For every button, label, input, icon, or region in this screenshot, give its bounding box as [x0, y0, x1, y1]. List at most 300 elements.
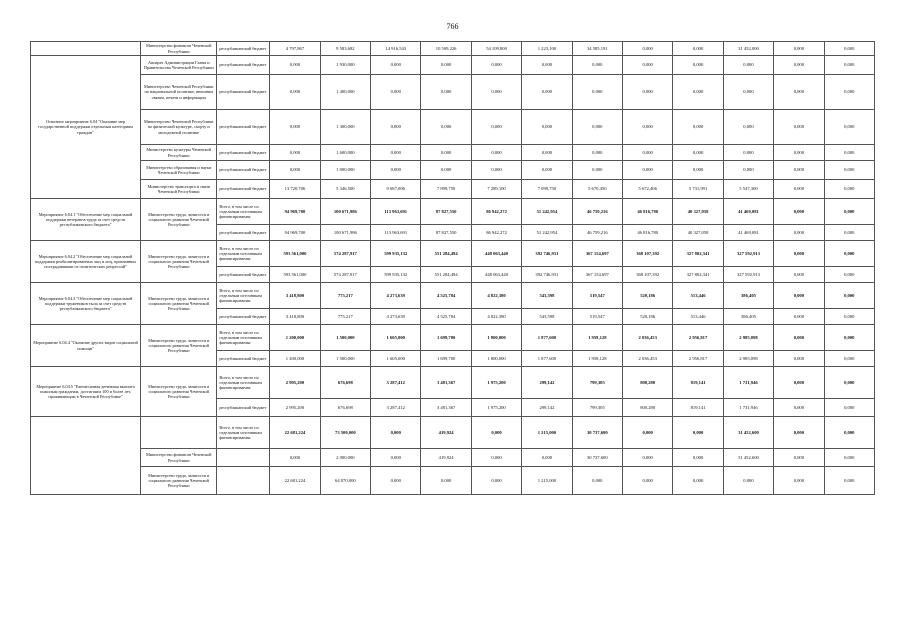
amount-cell: 513,446: [673, 309, 723, 325]
amount-cell: 0,000: [623, 42, 673, 56]
amount-cell: 2 956,817: [673, 351, 723, 367]
amount-cell: 0,000: [824, 145, 874, 161]
amount-cell: 86 942,272: [471, 225, 521, 241]
table-row: [31, 367, 875, 399]
funding-source-cell: Всего, в том числе по отдельным источникам финансирования:: [217, 367, 270, 399]
amount-cell: 0,000: [824, 75, 874, 110]
amount-cell: 0,000: [421, 56, 471, 75]
amount-cell: 0,000: [270, 161, 320, 180]
amount-cell: 3 481,367: [421, 367, 471, 399]
amount-cell: 0,000: [371, 75, 421, 110]
amount-cell: 0,000: [774, 161, 824, 180]
amount-cell: 0,000: [623, 161, 673, 180]
table-row: [31, 417, 875, 449]
amount-cell: 1 731,946: [723, 367, 773, 399]
funding-source-cell: республиканский бюджет: [217, 267, 270, 283]
amount-cell: 22 681,224: [270, 467, 320, 495]
amount-cell: 0,000: [471, 145, 521, 161]
amount-cell: 799,305: [572, 367, 622, 399]
amount-cell: 513,446: [673, 283, 723, 309]
amount-cell: 599 935,132: [371, 241, 421, 267]
amount-cell: 1 500,000: [320, 351, 370, 367]
table-row: [31, 283, 875, 309]
amount-cell: 3 418,800: [270, 309, 320, 325]
amount-cell: 30 737,600: [572, 417, 622, 449]
amount-cell: 392 746,931: [522, 241, 572, 267]
activity-name-cell: Мероприятие 6.04.1 "Обеспечение мер социальной поддержки ветеранов труда за счет средств республиканского бюджета": [31, 199, 141, 241]
amount-cell: 1 975,200: [471, 399, 521, 417]
amount-cell: 0,000: [371, 145, 421, 161]
amount-cell: 9 583,682: [320, 42, 370, 56]
amount-cell: 519,547: [572, 309, 622, 325]
funding-source-cell: Всего, в том числе по отдельным источникам финансирования:: [217, 199, 270, 225]
amount-cell: 0,000: [673, 110, 723, 145]
amount-cell: 551 284,494: [421, 241, 471, 267]
amount-cell: 0,000: [623, 110, 673, 145]
amount-cell: 0,000: [824, 199, 874, 225]
amount-cell: 0,000: [723, 467, 773, 495]
amount-cell: 0,000: [471, 417, 521, 449]
amount-cell: 40 327,058: [673, 225, 723, 241]
amount-cell: 0,000: [522, 449, 572, 467]
amount-cell: 0,000: [774, 145, 824, 161]
amount-cell: 0,000: [824, 449, 874, 467]
funding-source-cell: республиканский бюджет: [217, 42, 270, 56]
amount-cell: 1 500,000: [320, 325, 370, 351]
funding-source-cell: Всего, в том числе по отдельным источникам финансирования:: [217, 283, 270, 309]
funding-source-cell: Всего, в том числе по отдельным источникам финансирования:: [217, 241, 270, 267]
amount-cell: 1 223,100: [522, 42, 572, 56]
amount-cell: 2 036,453: [623, 351, 673, 367]
amount-cell: 0,000: [623, 417, 673, 449]
amount-cell: 799,305: [572, 399, 622, 417]
amount-cell: 0,000: [824, 417, 874, 449]
executor-cell: Министерство культуры Чеченской Республики: [141, 145, 217, 161]
amount-cell: 800,280: [623, 367, 673, 399]
funding-source-cell: Всего, в том числе по отдельным источникам финансирования:: [217, 325, 270, 351]
amount-cell: 5 731,991: [673, 180, 723, 199]
amount-cell: 113 963,691: [371, 225, 421, 241]
amount-cell: 0,000: [824, 351, 874, 367]
amount-cell: 0,000: [270, 145, 320, 161]
amount-cell: 100 671,986: [320, 199, 370, 225]
amount-cell: 0,000: [270, 56, 320, 75]
amount-cell: 819,141: [673, 367, 723, 399]
amount-cell: 0,000: [824, 42, 874, 56]
amount-cell: 0,000: [572, 56, 622, 75]
amount-cell: 0,000: [371, 417, 421, 449]
amount-cell: 0,000: [673, 145, 723, 161]
funding-source-cell: республиканский бюджет: [217, 110, 270, 145]
amount-cell: 0,000: [723, 161, 773, 180]
amount-cell: 0,000: [774, 309, 824, 325]
amount-cell: 0,000: [824, 180, 874, 199]
amount-cell: 0,000: [623, 75, 673, 110]
amount-cell: 0,000: [774, 367, 824, 399]
amount-cell: 1 930,000: [320, 56, 370, 75]
amount-cell: 0,000: [623, 449, 673, 467]
executor-cell: Министерство труда, занятости и социального развития Чеченской Республики: [141, 467, 217, 495]
amount-cell: 0,000: [421, 161, 471, 180]
activity-name-cell: Мероприятие 6.04.5 "Ежемесячная денежная выплата пожилым гражданам, достигшим 100 и более лет, проживающим в Чеченской Республике": [31, 367, 141, 417]
funding-source-cell: [217, 467, 270, 495]
amount-cell: 0,000: [723, 56, 773, 75]
amount-cell: 327 802,341: [673, 267, 723, 283]
amount-cell: 2 985,098: [723, 325, 773, 351]
amount-cell: 0,000: [572, 145, 622, 161]
amount-cell: 551 284,494: [421, 267, 471, 283]
amount-cell: 5 670,450: [572, 180, 622, 199]
amount-cell: 41 469,081: [723, 199, 773, 225]
amount-cell: 1 877,600: [522, 351, 572, 367]
amount-cell: 0,000: [371, 161, 421, 180]
amount-cell: 0,000: [774, 449, 824, 467]
executor-cell: Министерство труда, занятости и социального развития Чеченской Республики: [141, 367, 217, 417]
amount-cell: 3 481,367: [421, 399, 471, 417]
amount-cell: 1 400,000: [320, 75, 370, 110]
table-row: [31, 42, 875, 56]
amount-cell: 2 985,098: [723, 351, 773, 367]
amount-cell: 593 561,000: [270, 241, 320, 267]
amount-cell: 299,142: [522, 367, 572, 399]
funding-source-cell: республиканский бюджет: [217, 399, 270, 417]
amount-cell: 327 592,913: [723, 241, 773, 267]
amount-cell: 1 600,000: [320, 145, 370, 161]
amount-cell: 5 672,406: [623, 180, 673, 199]
amount-cell: 327 592,913: [723, 267, 773, 283]
amount-cell: 1 200,000: [270, 325, 320, 351]
amount-cell: 0,000: [471, 449, 521, 467]
page-number: 766: [446, 22, 459, 31]
amount-cell: 0,000: [774, 283, 824, 309]
amount-cell: 0,000: [522, 145, 572, 161]
amount-cell: 448 063,440: [471, 241, 521, 267]
amount-cell: 2 995,200: [270, 399, 320, 417]
amount-cell: 46 816,780: [623, 199, 673, 225]
amount-cell: 30 737,600: [572, 449, 622, 467]
funding-source-cell: республиканский бюджет: [217, 351, 270, 367]
amount-cell: 2 000,000: [320, 449, 370, 467]
amount-cell: 0,000: [623, 145, 673, 161]
amount-cell: 0,000: [673, 56, 723, 75]
amount-cell: 7 289,100: [471, 180, 521, 199]
amount-cell: 0,000: [673, 75, 723, 110]
amount-cell: 392 746,931: [522, 267, 572, 283]
executor-cell: Министерство финансов Чеченской Республики: [141, 42, 217, 56]
executor-cell: [141, 417, 217, 449]
amount-cell: 299,142: [522, 399, 572, 417]
amount-cell: 0,000: [673, 42, 723, 56]
amount-cell: 4 525,784: [421, 309, 471, 325]
funding-source-cell: республиканский бюджет: [217, 75, 270, 110]
funding-source-cell: республиканский бюджет: [217, 180, 270, 199]
funding-source-cell: республиканский бюджет: [217, 56, 270, 75]
table-row: [31, 161, 875, 180]
amount-cell: 87 827,550: [421, 225, 471, 241]
amount-cell: 1 958,128: [572, 325, 622, 351]
amount-cell: 2 995,200: [270, 367, 320, 399]
table-row: [31, 110, 875, 145]
amount-cell: 87 827,550: [421, 199, 471, 225]
activity-name-cell: Мероприятие 6.04.4 "Оказание других видов социальной помощи": [31, 325, 141, 367]
funding-source-cell: [217, 449, 270, 467]
amount-cell: 7 099,750: [522, 180, 572, 199]
amount-cell: 0,000: [572, 467, 622, 495]
amount-cell: 4 797,867: [270, 42, 320, 56]
amount-cell: 0,000: [421, 467, 471, 495]
amount-cell: 0,000: [824, 161, 874, 180]
table-row: [31, 467, 875, 495]
amount-cell: 1 215,000: [522, 467, 572, 495]
amount-cell: 3 418,800: [270, 283, 320, 309]
funding-source-cell: Всего, в том числе по отдельным источникам финансирования:: [217, 417, 270, 449]
amount-cell: 1 215,000: [522, 417, 572, 449]
amount-cell: 0,000: [824, 110, 874, 145]
amount-cell: 0,000: [824, 467, 874, 495]
amount-cell: 0,000: [723, 75, 773, 110]
executor-cell: Министерство Чеченской Республики по физической культуре, спорту и молодежной политике: [141, 110, 217, 145]
executor-cell: Министерство труда, занятости и социального развития Чеченской Республики: [141, 283, 217, 325]
amount-cell: 100 671,986: [320, 225, 370, 241]
amount-cell: 800,280: [623, 399, 673, 417]
executor-cell: Аппарат Администрации Главы и Правительства Чеченской Республики: [141, 56, 217, 75]
amount-cell: 0,000: [774, 225, 824, 241]
amount-cell: 22 681,224: [270, 417, 320, 449]
amount-cell: 9 687,006: [371, 180, 421, 199]
amount-cell: 40 327,058: [673, 199, 723, 225]
executor-cell: Министерство транспорта и связи Чеченской Республики: [141, 180, 217, 199]
amount-cell: 0,000: [572, 110, 622, 145]
amount-cell: 367 154,697: [572, 267, 622, 283]
amount-cell: 0,000: [673, 467, 723, 495]
amount-cell: 1 699,700: [421, 351, 471, 367]
amount-cell: 0,000: [371, 56, 421, 75]
amount-cell: 676,698: [320, 367, 370, 399]
activity-name-cell: Мероприятие 6.04.2 "Обеспечение мер социальной поддержки реабилитированных лиц и лиц, признанных пострадавшими от политических репрессий": [31, 241, 141, 283]
amount-cell: 0,000: [522, 75, 572, 110]
amount-cell: 31 452,600: [723, 417, 773, 449]
amount-cell: 0,000: [824, 241, 874, 267]
amount-cell: 4 822,380: [471, 309, 521, 325]
amount-cell: 4 525,784: [421, 283, 471, 309]
amount-cell: 386,405: [723, 309, 773, 325]
amount-cell: 574 287,917: [320, 241, 370, 267]
amount-cell: 64 070,000: [320, 467, 370, 495]
amount-cell: 94 969,700: [270, 225, 320, 241]
amount-cell: 5 547,300: [723, 180, 773, 199]
amount-cell: 2 036,453: [623, 325, 673, 351]
amount-cell: 775,217: [320, 283, 370, 309]
amount-cell: 5 346,500: [320, 180, 370, 199]
amount-cell: 367 154,697: [572, 241, 622, 267]
amount-cell: 0,000: [471, 75, 521, 110]
amount-cell: 0,000: [522, 161, 572, 180]
table-row: [31, 199, 875, 225]
amount-cell: 593 561,000: [270, 267, 320, 283]
activity-name-cell: Мероприятие 6.04.3 "Обеспечение мер социальной поддержки тружеников тыла за счет средств республиканского бюджета": [31, 283, 141, 325]
amount-cell: 54 109,800: [471, 42, 521, 56]
table-row: [31, 75, 875, 110]
budget-table: [30, 41, 875, 495]
amount-cell: 0,000: [824, 367, 874, 399]
amount-cell: 41 469,081: [723, 225, 773, 241]
amount-cell: 113 963,691: [371, 199, 421, 225]
amount-cell: 0,000: [572, 75, 622, 110]
amount-cell: 0,000: [421, 110, 471, 145]
executor-cell: Министерство финансов Чеченской Республики: [141, 449, 217, 467]
amount-cell: 0,000: [673, 417, 723, 449]
amount-cell: 1 975,200: [471, 367, 521, 399]
amount-cell: 419,924: [421, 449, 471, 467]
amount-cell: 0,000: [471, 467, 521, 495]
funding-source-cell: республиканский бюджет: [217, 309, 270, 325]
amount-cell: 448 063,440: [471, 267, 521, 283]
amount-cell: 0,000: [270, 449, 320, 467]
amount-cell: 599 935,132: [371, 267, 421, 283]
amount-cell: 0,000: [421, 75, 471, 110]
amount-cell: 0,000: [774, 75, 824, 110]
executor-cell: Министерство труда, занятости и социального развития Чеченской Республики: [141, 325, 217, 367]
amount-cell: 0,000: [774, 56, 824, 75]
amount-cell: 0,000: [673, 161, 723, 180]
amount-cell: 0,000: [824, 267, 874, 283]
amount-cell: 1 605,000: [371, 325, 421, 351]
amount-cell: 10 509,226: [421, 42, 471, 56]
amount-cell: 94 969,700: [270, 199, 320, 225]
amount-cell: 46 759,216: [572, 225, 622, 241]
amount-cell: 520,186: [623, 309, 673, 325]
executor-cell: Министерство Чеченской Республики по национальной политике, внешним связям, печати и информации: [141, 75, 217, 110]
amount-cell: 543,598: [522, 309, 572, 325]
amount-cell: 0,000: [572, 161, 622, 180]
amount-cell: 2 956,817: [673, 325, 723, 351]
funding-source-cell: республиканский бюджет: [217, 161, 270, 180]
amount-cell: 0,000: [824, 56, 874, 75]
amount-cell: 13 720,706: [270, 180, 320, 199]
amount-cell: 0,000: [522, 110, 572, 145]
amount-cell: 86 942,272: [471, 199, 521, 225]
amount-cell: 0,000: [673, 449, 723, 467]
amount-cell: 0,000: [774, 417, 824, 449]
amount-cell: 0,000: [774, 267, 824, 283]
amount-cell: 0,000: [623, 467, 673, 495]
amount-cell: 0,000: [774, 351, 824, 367]
amount-cell: 0,000: [471, 56, 521, 75]
activity-name-cell: Основное мероприятие 6.04 "Оказание мер государственной поддержки отдельным категориям граждан": [31, 56, 141, 199]
amount-cell: 1 877,600: [522, 325, 572, 351]
amount-cell: 368 107,392: [623, 267, 673, 283]
amount-cell: 0,000: [421, 145, 471, 161]
amount-cell: 0,000: [774, 241, 824, 267]
amount-cell: 4 273,639: [371, 283, 421, 309]
executor-cell: Министерство образования и науки Чеченской Республики: [141, 161, 217, 180]
table-row: [31, 449, 875, 467]
amount-cell: 0,000: [522, 56, 572, 75]
amount-cell: 1 605,000: [371, 351, 421, 367]
amount-cell: 4 273,639: [371, 309, 421, 325]
amount-cell: 73 500,000: [320, 417, 370, 449]
amount-cell: 0,000: [623, 56, 673, 75]
amount-cell: 0,000: [774, 325, 824, 351]
amount-cell: 3 287,412: [371, 367, 421, 399]
amount-cell: 0,000: [824, 283, 874, 309]
funding-source-cell: республиканский бюджет: [217, 225, 270, 241]
amount-cell: 0,000: [824, 399, 874, 417]
amount-cell: 0,000: [774, 199, 824, 225]
amount-cell: 1 699,700: [421, 325, 471, 351]
activity-name-cell: [31, 417, 141, 495]
amount-cell: 520,186: [623, 283, 673, 309]
executor-cell: Министерство труда, занятости и социального развития Чеченской Республики: [141, 199, 217, 241]
amount-cell: 0,000: [774, 42, 824, 56]
amount-cell: 0,000: [371, 449, 421, 467]
amount-cell: 0,000: [774, 399, 824, 417]
table-body: [31, 42, 875, 495]
amount-cell: 775,217: [320, 309, 370, 325]
amount-cell: 574 287,917: [320, 267, 370, 283]
amount-cell: 31 452,000: [723, 42, 773, 56]
amount-cell: 819,141: [673, 399, 723, 417]
amount-cell: 1 000,000: [320, 161, 370, 180]
amount-cell: 46 816,780: [623, 225, 673, 241]
amount-cell: 1 200,000: [270, 351, 320, 367]
amount-cell: 386,405: [723, 283, 773, 309]
amount-cell: 327 802,341: [673, 241, 723, 267]
amount-cell: 7 899,750: [421, 180, 471, 199]
amount-cell: 1 800,000: [471, 351, 521, 367]
amount-cell: 419,924: [421, 417, 471, 449]
amount-cell: 14 916,543: [371, 42, 421, 56]
activity-name-cell: [31, 42, 141, 56]
executor-cell: Министерство труда, занятости и социального развития Чеченской Республики: [141, 241, 217, 283]
table-row: [31, 56, 875, 75]
amount-cell: 0,000: [824, 225, 874, 241]
amount-cell: 0,000: [723, 145, 773, 161]
amount-cell: 0,000: [371, 467, 421, 495]
amount-cell: 0,000: [270, 75, 320, 110]
table-row: [31, 325, 875, 351]
amount-cell: 51 242,954: [522, 225, 572, 241]
amount-cell: 3 287,412: [371, 399, 421, 417]
amount-cell: 0,000: [774, 110, 824, 145]
amount-cell: 543,598: [522, 283, 572, 309]
amount-cell: 1 300,000: [320, 110, 370, 145]
amount-cell: 0,000: [774, 467, 824, 495]
amount-cell: 1 800,000: [471, 325, 521, 351]
amount-cell: 0,000: [824, 325, 874, 351]
amount-cell: 51 242,954: [522, 199, 572, 225]
amount-cell: 4 822,380: [471, 283, 521, 309]
amount-cell: 0,000: [471, 110, 521, 145]
amount-cell: 0,000: [774, 180, 824, 199]
amount-cell: 1 731,946: [723, 399, 773, 417]
amount-cell: 676,698: [320, 399, 370, 417]
amount-cell: 31 452,600: [723, 449, 773, 467]
amount-cell: 368 107,392: [623, 241, 673, 267]
amount-cell: 0,000: [371, 110, 421, 145]
funding-source-cell: республиканский бюджет: [217, 145, 270, 161]
amount-cell: 0,000: [471, 161, 521, 180]
table-row: [31, 241, 875, 267]
amount-cell: 46 759,216: [572, 199, 622, 225]
amount-cell: 0,000: [824, 309, 874, 325]
amount-cell: 0,000: [270, 110, 320, 145]
amount-cell: 34 585,191: [572, 42, 622, 56]
table-row: [31, 145, 875, 161]
table-row: [31, 180, 875, 199]
amount-cell: 0,000: [723, 110, 773, 145]
amount-cell: 1 958,128: [572, 351, 622, 367]
